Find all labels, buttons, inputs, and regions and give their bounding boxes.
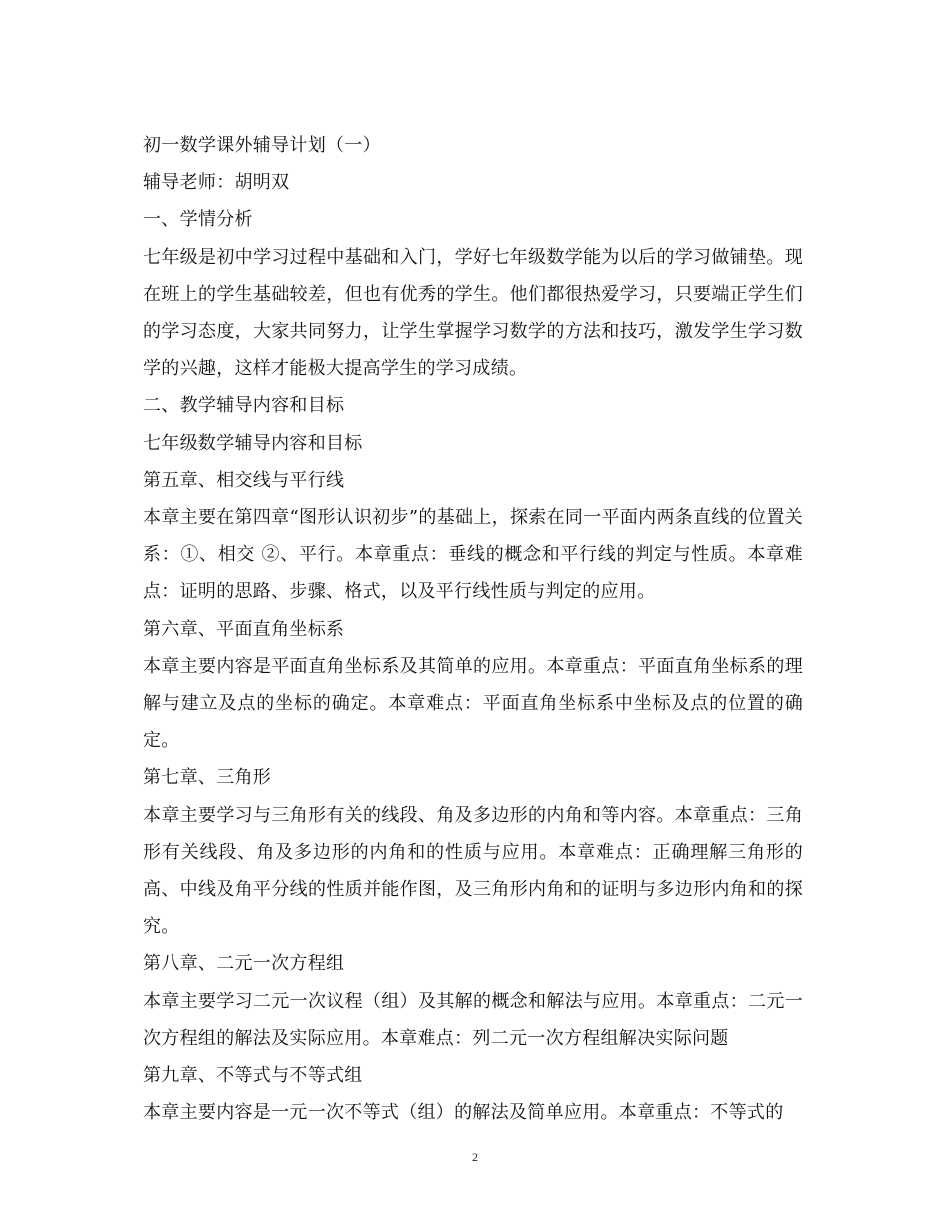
chapter-heading-9: 第九章、不等式与不等式组 — [143, 1064, 363, 1086]
teacher-line: 辅导老师：胡明双 — [143, 172, 290, 194]
chapter-heading-6: 第六章、平面直角坐标系 — [143, 618, 345, 640]
page-number: 2 — [472, 1150, 478, 1164]
section-paragraph-1: 七年级是初中学习过程中基础和入门，学好七年级数学能为以后的学习做铺垫。现在班上的学生基础较差，但也有优秀的学生。他们都很热爱学习，只要端正学生们的学习态度，大家共同努力，让学生掌握学习数学的方法和技巧，激发学生学习数学的兴趣，这样才能极大提高学生的学习成绩。 — [143, 246, 803, 380]
chapter-heading-7: 第七章、三角形 — [143, 767, 272, 789]
chapter-paragraph-9: 本章主要内容是一元一次不等式（组）的解法及简单应用。本章重点：不等式的 — [143, 1102, 784, 1124]
document-body — [143, 127, 803, 1131]
section-subheading-2: 七年级数学辅导内容和目标 — [143, 432, 363, 454]
chapter-paragraph-6: 本章主要内容是平面直角坐标系及其简单的应用。本章重点：平面直角坐标系的理解与建立及点的坐标的确定。本章难点：平面直角坐标系中坐标及点的位置的确定。 — [143, 655, 803, 752]
section-heading-1: 一、学情分析 — [143, 209, 253, 231]
chapter-paragraph-8: 本章主要学习二元一次议程（组）及其解的概念和解法与应用。本章重点：二元一次方程组的解法及实际应用。本章难点：列二元一次方程组解决实际问题 — [143, 990, 803, 1049]
document-title: 初一数学课外辅导计划（一） — [143, 135, 381, 156]
chapter-heading-5: 第五章、相交线与平行线 — [143, 469, 345, 491]
section-heading-2: 二、教学辅导内容和目标 — [143, 395, 345, 417]
chapter-paragraph-7: 本章主要学习与三角形有关的线段、角及多边形的内角和等内容。本章重点：三角形有关线段、角及多边形的内角和的性质与应用。本章难点：正确理解三角形的高、中线及角平分线的性质并能作图，及三角形内角和的证明与多边形内角和的探究。 — [143, 804, 803, 938]
chapter-paragraph-5: 本章主要在第四章“图形认识初步”的基础上，探索在同一平面内两条直线的位置关系：①、相交 ②、平行。本章重点：垂线的概念和平行线的判定与性质。本章难点：证明的思路、步骤、格式，以及平行线性质与判定的应用。 — [143, 506, 803, 603]
chapter-heading-8: 第八章、二元一次方程组 — [143, 953, 345, 975]
